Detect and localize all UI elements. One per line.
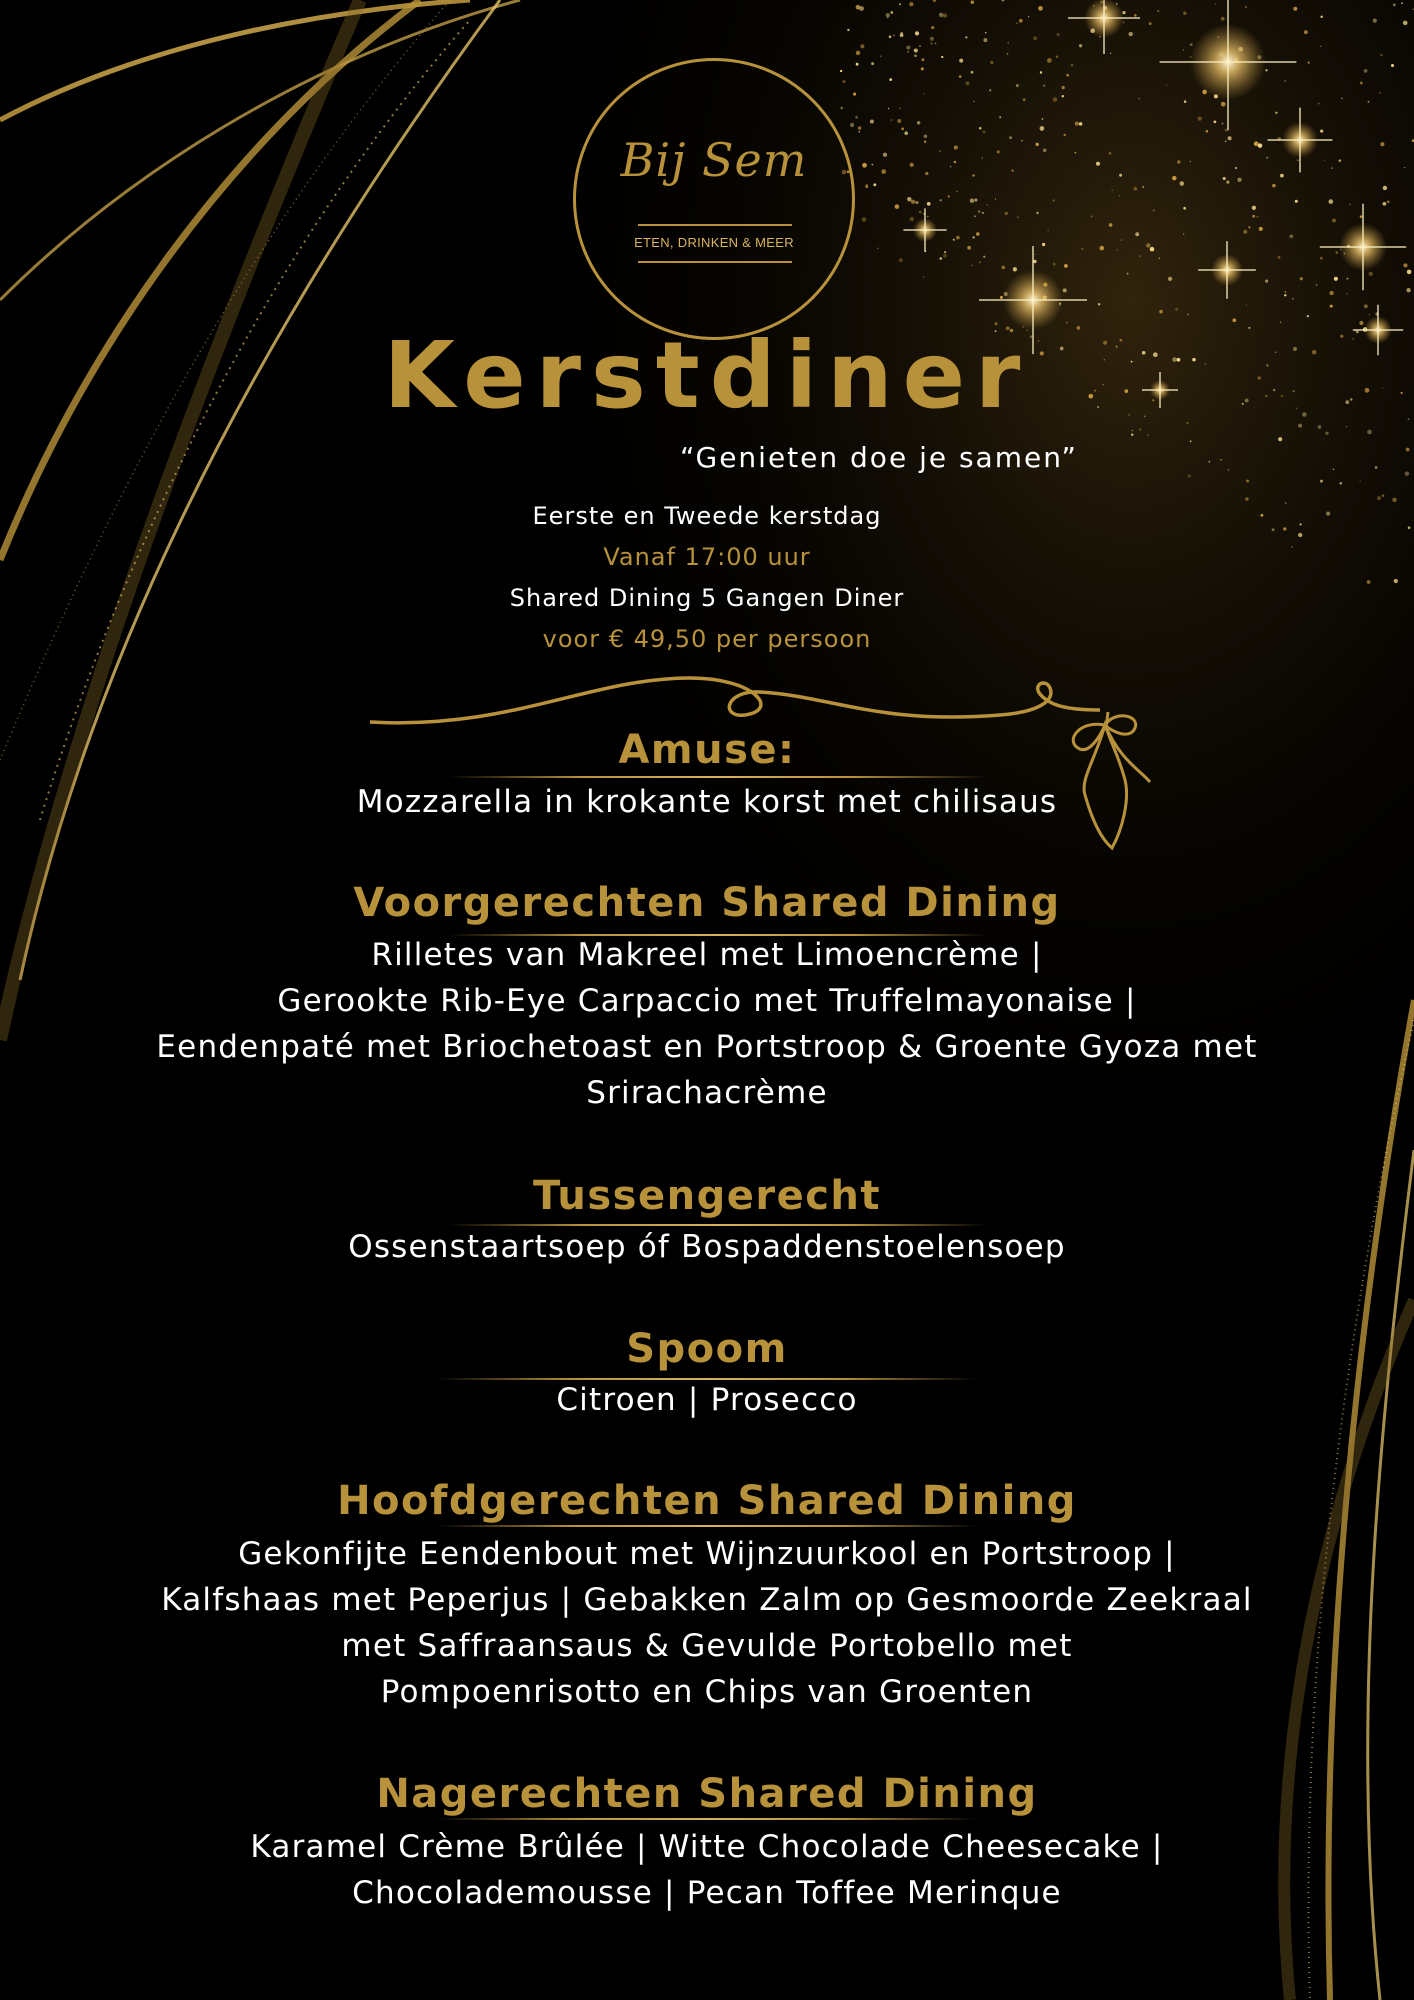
course-item: Srirachacrème bbox=[586, 1075, 828, 1111]
course-item: Chocolademousse | Pecan Toffee Merinque bbox=[352, 1875, 1062, 1911]
info-time: Vanaf 17:00 uur bbox=[603, 543, 811, 571]
info-days: Eerste en Tweede kerstdag bbox=[532, 502, 882, 530]
page-title: Kerstdiner bbox=[383, 322, 1031, 429]
info-price: voor € 49,50 per persoon bbox=[542, 625, 872, 653]
logo-tagline: ETEN, DRINKEN & MEER bbox=[634, 235, 794, 250]
logo-wordmark: Bij Sem bbox=[620, 133, 808, 187]
course-item: Citroen | Prosecco bbox=[556, 1382, 858, 1418]
info-format: Shared Dining 5 Gangen Diner bbox=[509, 584, 905, 612]
course-item: Gerookte Rib-Eye Carpaccio met Truffelmayonaise | bbox=[277, 983, 1137, 1019]
logo-emblem bbox=[573, 58, 855, 340]
course-item: Gekonfijte Eendenbout met Wijnzuurkool en Portstroop | bbox=[238, 1536, 1176, 1572]
course-heading-voorgerechten: Voorgerechten Shared Dining bbox=[353, 880, 1061, 926]
logo-divider-top bbox=[638, 224, 792, 226]
course-item: Ossenstaartsoep óf Bospaddenstoelensoep bbox=[348, 1229, 1066, 1265]
course-heading-spoom: Spoom bbox=[626, 1326, 788, 1372]
course-heading-tussengerecht: Tussengerecht bbox=[532, 1173, 881, 1219]
course-item: met Saffraansaus & Gevulde Portobello met bbox=[341, 1628, 1073, 1664]
heading-underline bbox=[437, 1818, 977, 1820]
flourish-ornament bbox=[360, 670, 1160, 880]
course-item: Kalfshaas met Peperjus | Gebakken Zalm op Gesmoorde Zeekraal bbox=[161, 1582, 1253, 1618]
heading-underline bbox=[437, 1525, 977, 1527]
course-item: Eendenpaté met Briochetoast en Portstroop & Groente Gyoza met bbox=[156, 1029, 1258, 1065]
course-heading-hoofdgerechten: Hoofdgerechten Shared Dining bbox=[337, 1478, 1077, 1524]
course-heading-nagerechten: Nagerechten Shared Dining bbox=[376, 1771, 1038, 1817]
course-item: Pompoenrisotto en Chips van Groenten bbox=[380, 1674, 1034, 1710]
slogan: “Genieten doe je samen” bbox=[680, 441, 1078, 474]
course-heading-amuse: Amuse: bbox=[618, 727, 796, 773]
logo-divider-bottom bbox=[638, 261, 792, 263]
course-item: Karamel Crème Brûlée | Witte Chocolade Cheesecake | bbox=[250, 1829, 1164, 1865]
course-item: Mozzarella in krokante korst met chilisaus bbox=[356, 784, 1058, 820]
heading-underline bbox=[447, 776, 987, 778]
course-item: Rilletes van Makreel met Limoencrème | bbox=[371, 937, 1043, 973]
